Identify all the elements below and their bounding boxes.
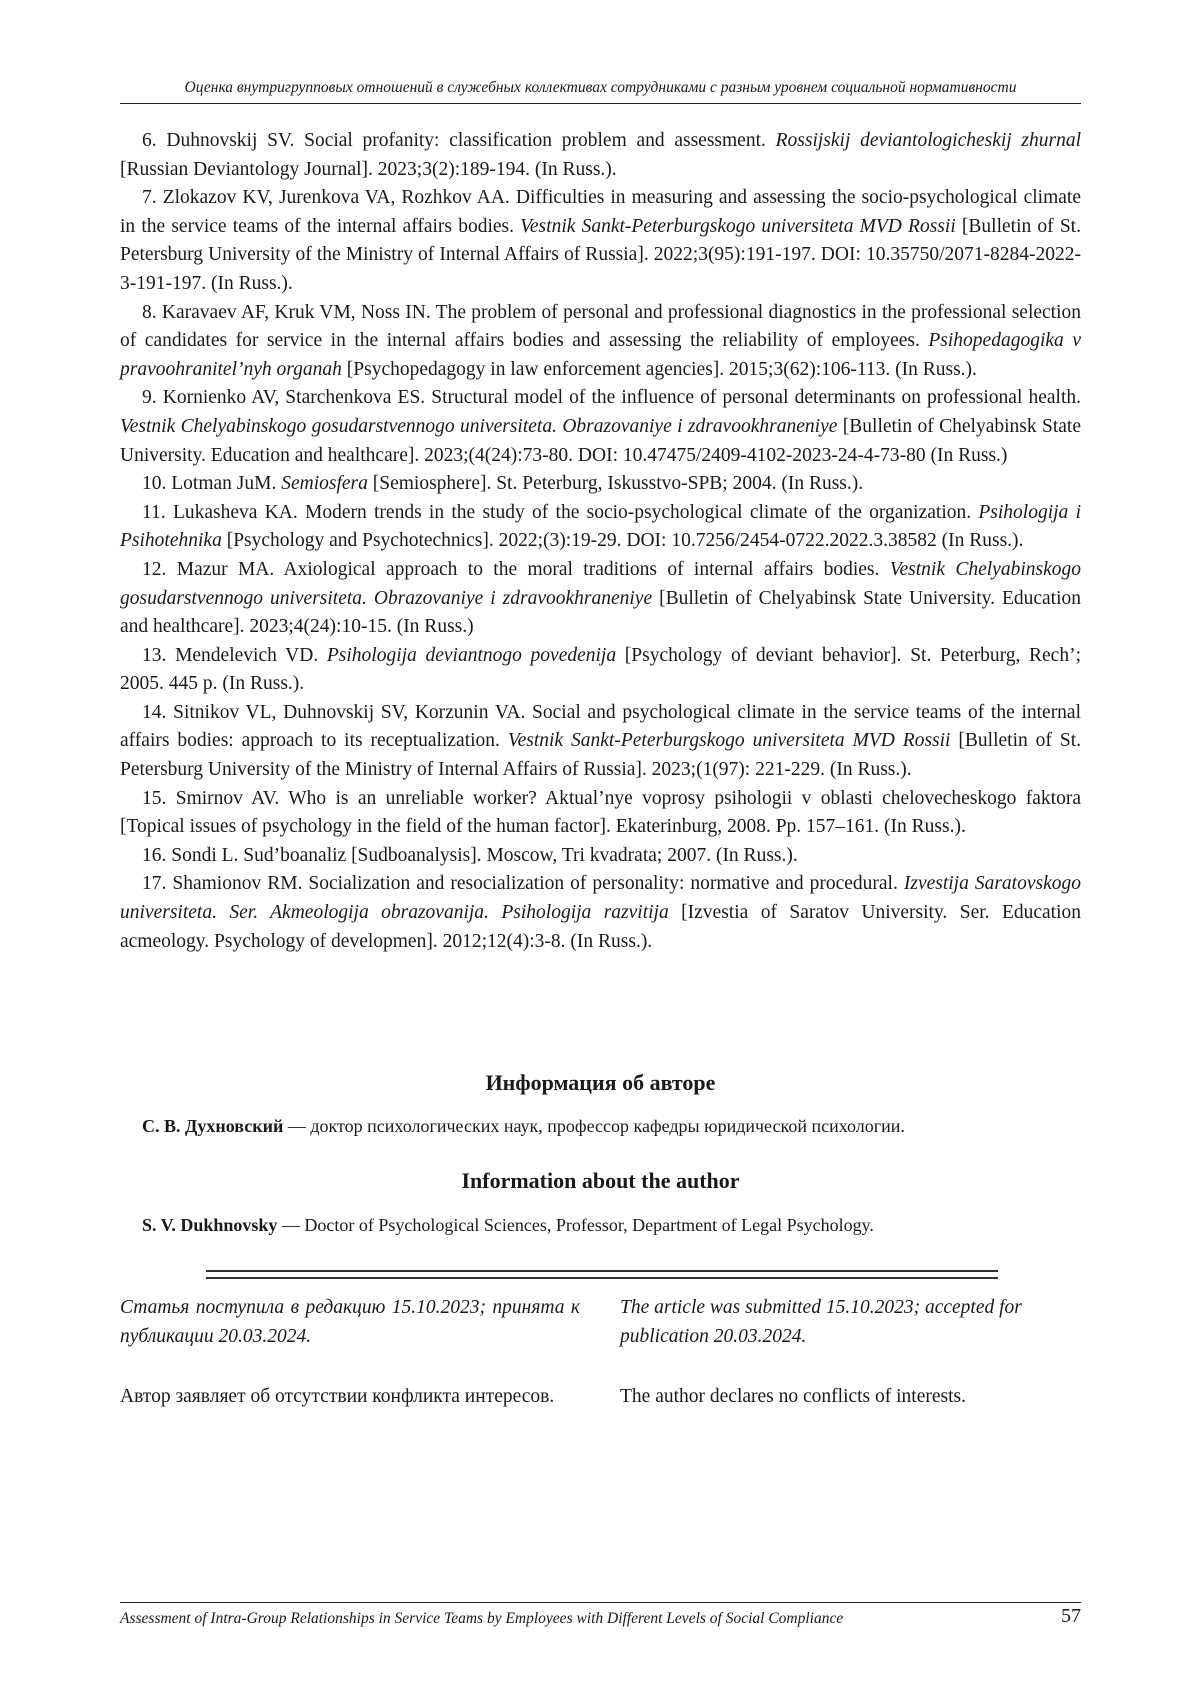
ref-number: 12.	[142, 558, 167, 580]
ref-number: 13.	[142, 644, 167, 666]
ref-number: 15.	[142, 787, 167, 809]
ref-text: [Psychology and Psychotechnics]. 2022;(3):19-29. DOI: 10.7256/2454-0722.2022.3.38582 (In Russ.).	[221, 530, 1024, 552]
ref-journal: Vestnik Chelyabinskogo gosudarstvennogo universiteta. Obrazovaniye i zdravookhraneniye	[120, 558, 1081, 609]
reference-item	[120, 870, 1081, 956]
ref-number: 17.	[142, 873, 167, 895]
ref-journal: Psihologija i Psihotehnika	[120, 501, 1082, 552]
submission-dates-en: The article was submitted 15.10.2023; accepted for publication 20.03.2024.	[620, 1297, 1022, 1347]
ref-text: [Izvestia of Saratov University. Ser. Education acmeology. Psychology of developmen]. 2012;12(4):3-8. (In Russ.).	[120, 902, 1082, 952]
ref-journal: Vestnik Sankt-Peterburgskogo universiteta MVD Rossii	[507, 730, 951, 752]
author-name-en: S. V. Dukhnovsky	[142, 1215, 278, 1235]
ref-text: Karavaev AF, Kruk VM, Noss IN. The problem of personal and professional diagnostics in the professional selection of candidates for service in the internal affairs bodies and assessing the reliability of employees.	[120, 301, 1082, 352]
reference-item	[120, 556, 1081, 642]
section-divider	[206, 1270, 998, 1279]
ref-text: Zlokazov KV, Jurenkova VA, Rozhkov AA. Difficulties in measuring and assessing the socio-psychological climate in the service teams of the internal affairs bodies.	[120, 187, 1081, 237]
reference-item	[120, 184, 1081, 298]
ref-number: 9.	[142, 387, 157, 409]
author-info-en	[142, 1212, 1081, 1238]
ref-text: [Bulletin of St. Petersburg University of the Ministry of Internal Affairs of Russia]. 2023;(1(97): 221-229. (In Russ.).	[120, 730, 1081, 781]
reference-item	[120, 470, 1081, 499]
reference-item	[120, 299, 1081, 385]
ref-text: Shamionov RM. Socialization and resocialization of personality: normative and procedural.	[172, 873, 904, 895]
ref-text: [Bulletin of Chelyabinsk State University. Education and healthcare]. 2023;4(24):10-15. (In Russ.)	[120, 587, 1081, 638]
author-info-title-en: Information about the author	[461, 1168, 740, 1193]
ref-text: Mazur MA. Axiological approach to the moral traditions of internal affairs bodies.	[176, 558, 890, 580]
running-head: Оценка внутригрупповых отношений в служебных коллективах сотрудниками с разным уровнем социальной нормативности	[184, 79, 1017, 96]
submission-dates-ru: Статья поступила в редакцию 15.10.2023; принята к публикации 20.03.2024.	[120, 1297, 580, 1347]
conflict-statement-en: The author declares no conflicts of interests.	[620, 1386, 967, 1407]
ref-text: [Semiosphere]. St. Peterburg, Iskusstvo-SPB; 2004. (In Russ.).	[367, 473, 864, 495]
ref-number: 11.	[142, 501, 166, 523]
conflict-statement-ru: Автор заявляет об отсутствии конфликта интересов.	[120, 1386, 555, 1407]
ref-text: Lukasheva KA. Modern trends in the study of the socio-psychological climate of the organization.	[172, 501, 979, 523]
ref-text: [Bulletin of St. Petersburg University of the Ministry of Internal Affairs of Russia]. 2022;3(95):191-197. DOI: 10.35750/2071-8284-2022-3-191-197. (In Russ.).	[120, 215, 1081, 294]
reference-item	[120, 127, 1081, 184]
ref-journal: Vestnik Sankt-Peterburgskogo universiteta MVD Rossii	[520, 215, 956, 237]
ref-text: [Psychopedagogy in law enforcement agencies]. 2015;3(62):106-113. (In Russ.).	[341, 358, 977, 380]
reference-list	[120, 127, 1081, 956]
ref-number: 8.	[142, 301, 157, 323]
ref-number: 16.	[142, 844, 167, 866]
ref-text: Sitnikov VL, Duhnovskij SV, Korzunin VA. Social and psychological climate in the service teams of the internal affairs bodies: approach to its receptualization.	[120, 701, 1082, 752]
page-number: 57	[1061, 1605, 1081, 1627]
ref-text: Mendelevich VD.	[175, 644, 327, 666]
author-info-title-ru: Информация об авторе	[485, 1070, 716, 1095]
ref-text: Smirnov AV. Who is an unreliable worker? Aktual’nye voprosy psihologii v oblasti chelovecheskogo faktora [Topical issues of psychology in the field of the human factor]. Ekaterinburg, 2008. Pp. 157–161. (In Russ.).	[120, 787, 1081, 838]
ref-text: Kornienko AV, Starchenkova ES. Structural model of the influence of personal determinants on professional health.	[162, 387, 1082, 409]
reference-item	[120, 842, 1081, 871]
ref-text: [Psychology of deviant behavior]. St. Peterburg, Rech’; 2005. 445 p. (In Russ.).	[120, 644, 1081, 695]
ref-text: Lotman JuM.	[171, 473, 282, 495]
ref-text: Sondi L. Sud’boanaliz [Sudboanalysis]. Moscow, Tri kvadrata; 2007. (In Russ.).	[171, 844, 798, 866]
page	[120, 0, 1081, 1697]
reference-item	[120, 699, 1081, 785]
reference-item	[120, 499, 1081, 556]
ref-text: [Bulletin of Chelyabinsk State University. Education and healthcare]. 2023;(4(24):73-80. DOI: 10.47475/2409-4102-2023-24-4-73-80 (In Russ.)	[120, 415, 1081, 466]
ref-text: [Russian Deviantology Journal]. 2023;3(2):189-194. (In Russ.).	[120, 158, 617, 180]
ref-journal: Vestnik Chelyabinskogo gosudarstvennogo universiteta. Obrazovaniye i zdravookhraneniye	[120, 415, 838, 437]
reference-item	[120, 785, 1081, 842]
footer-title: Assessment of Intra-Group Relationships in Service Teams by Employees with Different Levels of Social Compliance	[120, 1610, 844, 1627]
ref-journal: Psihopedagogika v pravoohranitel’nyh organah	[120, 330, 1081, 380]
ref-journal: Psihologija deviantnogo povedenija	[326, 644, 617, 666]
ref-number: 14.	[142, 701, 167, 723]
ref-number: 6.	[142, 130, 157, 151]
ref-journal: Izvestija Saratovskogo universiteta. Ser. Akmeologija obrazovanija. Psihologija razvitija	[120, 873, 1081, 924]
ref-journal: Rossijskij deviantologicheskij zhurnal	[775, 130, 1082, 151]
author-name-ru: С. В. Духновский	[142, 1116, 284, 1136]
author-info-ru	[142, 1113, 1081, 1139]
author-desc-en: — Doctor of Psychological Sciences, Professor, Department of Legal Psychology.	[277, 1215, 874, 1235]
ref-number: 7.	[142, 187, 157, 209]
ref-number: 10.	[142, 473, 167, 495]
reference-item	[120, 642, 1081, 699]
footer-rule	[120, 1602, 1081, 1603]
ref-text: Duhnovskij SV. Social profanity: classification problem and assessment.	[166, 130, 776, 151]
ref-journal: Semiosfera	[281, 473, 368, 495]
header-rule	[120, 103, 1081, 104]
author-desc-ru: — доктор психологических наук, профессор кафедры юридической психологии.	[283, 1116, 905, 1136]
reference-item	[120, 384, 1081, 470]
